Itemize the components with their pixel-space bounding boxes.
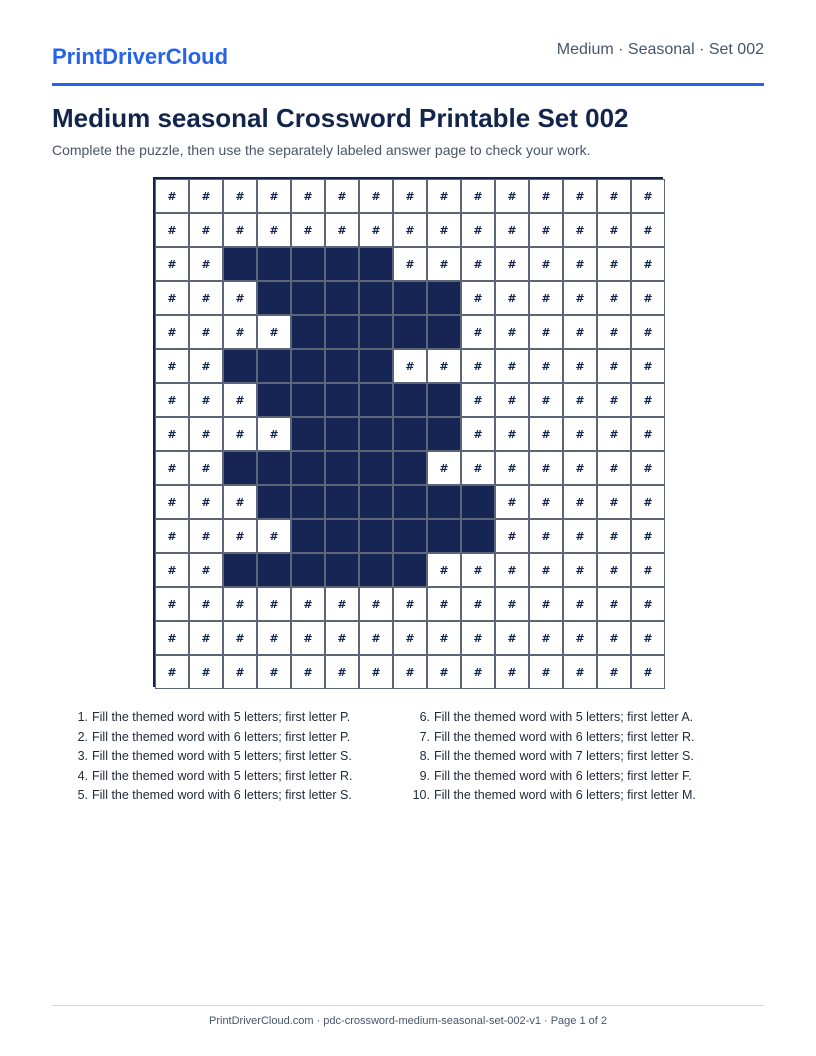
grid-block-cell <box>257 247 291 281</box>
clue-number: 5. <box>77 788 88 803</box>
clue-number: 4. <box>77 768 88 783</box>
grid-cell[interactable]: # <box>529 417 563 451</box>
grid-block-cell <box>291 349 325 383</box>
clue-item <box>74 708 353 728</box>
puzzle-meta: Medium · Seasonal · Set 002 <box>556 41 764 58</box>
grid-cell[interactable]: # <box>597 417 631 451</box>
clue-list-right <box>409 708 696 806</box>
grid-cell[interactable]: # <box>325 655 359 689</box>
grid-cell[interactable]: # <box>155 417 189 451</box>
grid-cell[interactable]: # <box>393 655 427 689</box>
clue-number: 2. <box>77 729 88 744</box>
grid-cell[interactable]: # <box>189 519 223 553</box>
grid-block-cell <box>427 315 461 349</box>
grid-cell[interactable]: # <box>563 315 597 349</box>
grid-cell[interactable]: # <box>563 179 597 213</box>
clue-number: 10. <box>412 788 430 803</box>
grid-cell[interactable]: # <box>597 655 631 689</box>
grid-cell[interactable]: # <box>189 281 223 315</box>
grid-block-cell <box>359 383 393 417</box>
grid-block-cell <box>427 281 461 315</box>
grid-block-cell <box>223 553 257 587</box>
grid-block-cell <box>291 553 325 587</box>
grid-cell[interactable]: # <box>631 621 665 655</box>
clue-item <box>409 786 696 806</box>
clue-text: Fill the themed word with 6 letters; first letter S. <box>92 788 352 803</box>
grid-cell[interactable]: # <box>223 179 257 213</box>
grid-cell[interactable]: # <box>461 383 495 417</box>
grid-block-cell <box>359 315 393 349</box>
grid-cell[interactable]: # <box>325 179 359 213</box>
grid-cell[interactable]: # <box>155 179 189 213</box>
clue-item <box>74 747 353 767</box>
clue-text: Fill the themed word with 6 letters; first letter F. <box>434 768 692 783</box>
grid-cell[interactable]: # <box>529 179 563 213</box>
grid-block-cell <box>291 417 325 451</box>
grid-cell[interactable]: # <box>597 485 631 519</box>
grid-cell[interactable]: # <box>325 621 359 655</box>
grid-cell[interactable]: # <box>597 349 631 383</box>
grid-cell[interactable]: # <box>189 349 223 383</box>
grid-cell[interactable]: # <box>223 587 257 621</box>
grid-cell[interactable]: # <box>563 587 597 621</box>
grid-cell[interactable]: # <box>563 383 597 417</box>
grid-cell[interactable]: # <box>461 247 495 281</box>
clue-text: Fill the themed word with 5 letters; first letter R. <box>92 768 353 783</box>
clue-text: Fill the themed word with 5 letters; first letter P. <box>92 710 351 724</box>
grid-cell[interactable]: # <box>325 587 359 621</box>
grid-cell[interactable]: # <box>597 281 631 315</box>
grid-block-cell <box>291 451 325 485</box>
grid-block-cell <box>325 451 359 485</box>
grid-block-cell <box>393 451 427 485</box>
grid-cell[interactable]: # <box>155 553 189 587</box>
grid-cell[interactable]: # <box>155 485 189 519</box>
grid-block-cell <box>291 247 325 281</box>
grid-block-cell <box>257 553 291 587</box>
grid-cell[interactable]: # <box>427 179 461 213</box>
grid-cell[interactable]: # <box>631 655 665 689</box>
grid-cell[interactable]: # <box>529 349 563 383</box>
grid-block-cell <box>359 485 393 519</box>
grid-block-cell <box>291 315 325 349</box>
grid-cell[interactable]: # <box>461 655 495 689</box>
grid-cell[interactable]: # <box>597 383 631 417</box>
grid-cell[interactable]: # <box>155 247 189 281</box>
grid-cell[interactable]: # <box>393 179 427 213</box>
grid-cell[interactable]: # <box>257 621 291 655</box>
clue-number: 8. <box>419 749 430 764</box>
grid-cell[interactable]: # <box>461 553 495 587</box>
grid-block-cell <box>461 519 495 553</box>
grid-cell[interactable]: # <box>529 247 563 281</box>
grid-cell[interactable]: # <box>563 349 597 383</box>
grid-cell[interactable]: # <box>155 655 189 689</box>
grid-block-cell <box>325 485 359 519</box>
grid-cell[interactable]: # <box>529 451 563 485</box>
grid-cell[interactable]: # <box>223 485 257 519</box>
grid-cell[interactable]: # <box>495 349 529 383</box>
grid-cell[interactable]: # <box>495 281 529 315</box>
grid-cell[interactable]: # <box>495 383 529 417</box>
grid-cell[interactable]: # <box>529 553 563 587</box>
grid-block-cell <box>325 553 359 587</box>
grid-block-cell <box>359 451 393 485</box>
grid-cell[interactable]: # <box>495 655 529 689</box>
grid-cell[interactable]: # <box>495 213 529 247</box>
clue-list-left <box>74 708 353 806</box>
grid-cell[interactable]: # <box>563 485 597 519</box>
grid-cell[interactable]: # <box>495 621 529 655</box>
grid-cell[interactable]: # <box>631 451 665 485</box>
page-footer: PrintDriverCloud.com · pdc-crossword-medium-seasonal-set-002-v1 · Page 1 of 2 <box>52 1005 764 1027</box>
clue-text: Fill the themed word with 6 letters; first letter R. <box>434 729 695 744</box>
grid-cell[interactable]: # <box>155 621 189 655</box>
grid-cell[interactable]: # <box>529 621 563 655</box>
grid-cell[interactable]: # <box>427 213 461 247</box>
grid-cell[interactable]: # <box>189 213 223 247</box>
grid-cell[interactable]: # <box>495 451 529 485</box>
grid-block-cell <box>427 383 461 417</box>
grid-cell[interactable]: # <box>223 621 257 655</box>
grid-cell[interactable]: # <box>495 179 529 213</box>
grid-block-cell <box>427 519 461 553</box>
grid-cell[interactable]: # <box>597 587 631 621</box>
clue-number: 7. <box>419 729 430 744</box>
grid-cell[interactable]: # <box>529 655 563 689</box>
grid-cell[interactable]: # <box>189 485 223 519</box>
grid-cell[interactable]: # <box>155 315 189 349</box>
page-title: Medium seasonal Crossword Printable Set 002 <box>52 103 629 133</box>
grid-cell[interactable]: # <box>155 281 189 315</box>
grid-cell[interactable]: # <box>597 621 631 655</box>
grid-cell[interactable]: # <box>223 315 257 349</box>
grid-cell[interactable]: # <box>359 213 393 247</box>
grid-block-cell <box>461 485 495 519</box>
grid-cell[interactable]: # <box>223 417 257 451</box>
clue-item <box>74 767 353 787</box>
grid-cell[interactable]: # <box>597 451 631 485</box>
grid-cell[interactable]: # <box>597 519 631 553</box>
grid-block-cell <box>359 417 393 451</box>
grid-cell[interactable]: # <box>223 519 257 553</box>
grid-cell[interactable]: # <box>631 485 665 519</box>
grid-cell[interactable]: # <box>495 553 529 587</box>
grid-cell[interactable]: # <box>529 485 563 519</box>
grid-cell[interactable]: # <box>427 247 461 281</box>
grid-block-cell <box>291 485 325 519</box>
grid-cell[interactable]: # <box>563 417 597 451</box>
clue-number: 9. <box>419 768 430 783</box>
grid-block-cell <box>291 519 325 553</box>
grid-cell[interactable]: # <box>427 655 461 689</box>
grid-cell[interactable]: # <box>563 281 597 315</box>
grid-cell[interactable]: # <box>393 621 427 655</box>
grid-cell[interactable]: # <box>529 315 563 349</box>
grid-block-cell <box>257 485 291 519</box>
grid-cell[interactable]: # <box>461 621 495 655</box>
clue-item <box>409 747 696 767</box>
grid-cell[interactable]: # <box>529 213 563 247</box>
grid-cell[interactable]: # <box>291 655 325 689</box>
clue-text: Fill the themed word with 6 letters; first letter M. <box>434 788 696 803</box>
grid-cell[interactable]: # <box>461 281 495 315</box>
grid-cell[interactable]: # <box>189 621 223 655</box>
grid-block-cell <box>325 519 359 553</box>
grid-cell[interactable]: # <box>257 213 291 247</box>
grid-block-cell <box>427 417 461 451</box>
grid-cell[interactable]: # <box>189 383 223 417</box>
grid-cell[interactable]: # <box>461 417 495 451</box>
page-subtitle: Complete the puzzle, then use the separately labeled answer page to check your work. <box>52 142 591 158</box>
grid-block-cell <box>257 451 291 485</box>
grid-cell[interactable]: # <box>291 179 325 213</box>
grid-cell[interactable]: # <box>631 519 665 553</box>
grid-cell[interactable]: # <box>461 179 495 213</box>
grid-cell[interactable]: # <box>291 587 325 621</box>
grid-block-cell <box>393 281 427 315</box>
grid-cell[interactable]: # <box>495 587 529 621</box>
grid-cell[interactable]: # <box>529 281 563 315</box>
grid-cell[interactable]: # <box>257 417 291 451</box>
grid-cell[interactable]: # <box>359 179 393 213</box>
grid-cell[interactable]: # <box>461 213 495 247</box>
grid-cell[interactable]: # <box>631 349 665 383</box>
grid-cell[interactable]: # <box>291 213 325 247</box>
grid-cell[interactable]: # <box>223 213 257 247</box>
grid-cell[interactable]: # <box>563 553 597 587</box>
grid-cell[interactable]: # <box>257 179 291 213</box>
grid-cell[interactable]: # <box>359 587 393 621</box>
grid-cell[interactable]: # <box>393 349 427 383</box>
grid-cell[interactable]: # <box>189 553 223 587</box>
grid-block-cell <box>359 519 393 553</box>
grid-cell[interactable]: # <box>257 315 291 349</box>
grid-block-cell <box>325 315 359 349</box>
grid-block-cell <box>325 417 359 451</box>
grid-cell[interactable]: # <box>223 655 257 689</box>
grid-cell[interactable]: # <box>427 587 461 621</box>
grid-cell[interactable]: # <box>631 417 665 451</box>
clue-item <box>74 786 353 806</box>
grid-block-cell <box>257 349 291 383</box>
grid-block-cell <box>223 349 257 383</box>
grid-block-cell <box>325 349 359 383</box>
grid-block-cell <box>427 485 461 519</box>
clue-number: 1. <box>77 710 88 724</box>
grid-cell[interactable]: # <box>223 383 257 417</box>
grid-block-cell <box>291 281 325 315</box>
grid-cell[interactable]: # <box>189 179 223 213</box>
grid-block-cell <box>325 247 359 281</box>
grid-cell[interactable]: # <box>189 315 223 349</box>
grid-block-cell <box>393 519 427 553</box>
grid-cell[interactable]: # <box>155 587 189 621</box>
grid-cell[interactable]: # <box>631 383 665 417</box>
grid-block-cell <box>359 553 393 587</box>
clue-text: Fill the themed word with 5 letters; first letter S. <box>92 749 352 764</box>
grid-cell[interactable]: # <box>631 553 665 587</box>
grid-block-cell <box>223 247 257 281</box>
grid-cell[interactable]: # <box>597 315 631 349</box>
clue-text: Fill the themed word with 6 letters; first letter P. <box>92 729 351 744</box>
grid-cell[interactable]: # <box>563 519 597 553</box>
grid-cell[interactable]: # <box>631 587 665 621</box>
grid-cell[interactable]: # <box>461 349 495 383</box>
grid-cell[interactable]: # <box>461 451 495 485</box>
grid-cell[interactable]: # <box>529 519 563 553</box>
clue-text: Fill the themed word with 5 letters; first letter A. <box>434 710 694 724</box>
grid-block-cell <box>257 383 291 417</box>
page-header <box>52 0 764 86</box>
grid-block-cell <box>359 349 393 383</box>
clue-text: Fill the themed word with 7 letters; first letter S. <box>434 749 694 764</box>
grid-cell[interactable]: # <box>427 621 461 655</box>
grid-cell[interactable]: # <box>563 621 597 655</box>
grid-block-cell <box>393 553 427 587</box>
grid-cell[interactable]: # <box>461 315 495 349</box>
grid-cell[interactable]: # <box>393 247 427 281</box>
brand-logo-text[interactable]: PrintDriverCloud <box>52 44 229 69</box>
clue-item <box>409 708 696 728</box>
grid-cell[interactable]: # <box>189 587 223 621</box>
grid-cell[interactable]: # <box>325 213 359 247</box>
grid-block-cell <box>359 247 393 281</box>
grid-block-cell <box>393 417 427 451</box>
grid-cell[interactable]: # <box>359 621 393 655</box>
grid-cell[interactable]: # <box>393 213 427 247</box>
grid-block-cell <box>393 383 427 417</box>
grid-cell[interactable]: # <box>631 281 665 315</box>
grid-cell[interactable]: # <box>597 179 631 213</box>
grid-cell[interactable]: # <box>359 655 393 689</box>
grid-cell[interactable]: # <box>563 247 597 281</box>
grid-cell[interactable]: # <box>563 213 597 247</box>
grid-cell[interactable]: # <box>155 383 189 417</box>
clue-number: 6. <box>419 710 430 724</box>
grid-cell[interactable]: # <box>155 349 189 383</box>
grid-cell[interactable]: # <box>223 281 257 315</box>
grid-cell[interactable]: # <box>631 213 665 247</box>
grid-block-cell <box>393 315 427 349</box>
grid-cell[interactable]: # <box>597 247 631 281</box>
crossword-grid <box>153 177 663 687</box>
grid-cell[interactable]: # <box>495 519 529 553</box>
grid-block-cell <box>359 281 393 315</box>
grid-cell[interactable]: # <box>631 315 665 349</box>
grid-cell[interactable]: # <box>155 451 189 485</box>
grid-cell[interactable]: # <box>529 383 563 417</box>
grid-block-cell <box>257 281 291 315</box>
grid-cell[interactable]: # <box>427 451 461 485</box>
grid-cell[interactable]: # <box>631 247 665 281</box>
grid-cell[interactable]: # <box>257 519 291 553</box>
grid-block-cell <box>393 485 427 519</box>
grid-block-cell <box>325 281 359 315</box>
clue-item <box>409 767 696 787</box>
clue-item <box>74 728 353 748</box>
grid-cell[interactable]: # <box>495 247 529 281</box>
grid-cell[interactable]: # <box>189 655 223 689</box>
grid-cell[interactable]: # <box>495 417 529 451</box>
grid-cell[interactable]: # <box>461 587 495 621</box>
grid-cell[interactable]: # <box>597 213 631 247</box>
grid-cell[interactable]: # <box>189 417 223 451</box>
grid-cell[interactable]: # <box>563 655 597 689</box>
grid-cell[interactable]: # <box>155 519 189 553</box>
grid-cell[interactable]: # <box>563 451 597 485</box>
grid-cell[interactable]: # <box>257 587 291 621</box>
grid-block-cell <box>325 383 359 417</box>
clue-number: 3. <box>77 749 88 764</box>
grid-cell[interactable]: # <box>427 553 461 587</box>
grid-cell[interactable]: # <box>495 315 529 349</box>
grid-cell[interactable]: # <box>189 247 223 281</box>
grid-cell[interactable]: # <box>155 213 189 247</box>
grid-cell[interactable]: # <box>427 349 461 383</box>
grid-cell[interactable]: # <box>257 655 291 689</box>
grid-cell[interactable]: # <box>291 621 325 655</box>
grid-cell[interactable]: # <box>597 553 631 587</box>
grid-cell[interactable]: # <box>189 451 223 485</box>
grid-block-cell <box>223 451 257 485</box>
grid-block-cell <box>291 383 325 417</box>
grid-cell[interactable]: # <box>631 179 665 213</box>
grid-cell[interactable]: # <box>393 587 427 621</box>
grid-cell[interactable]: # <box>495 485 529 519</box>
grid-cell[interactable]: # <box>529 587 563 621</box>
clue-item <box>409 728 696 748</box>
